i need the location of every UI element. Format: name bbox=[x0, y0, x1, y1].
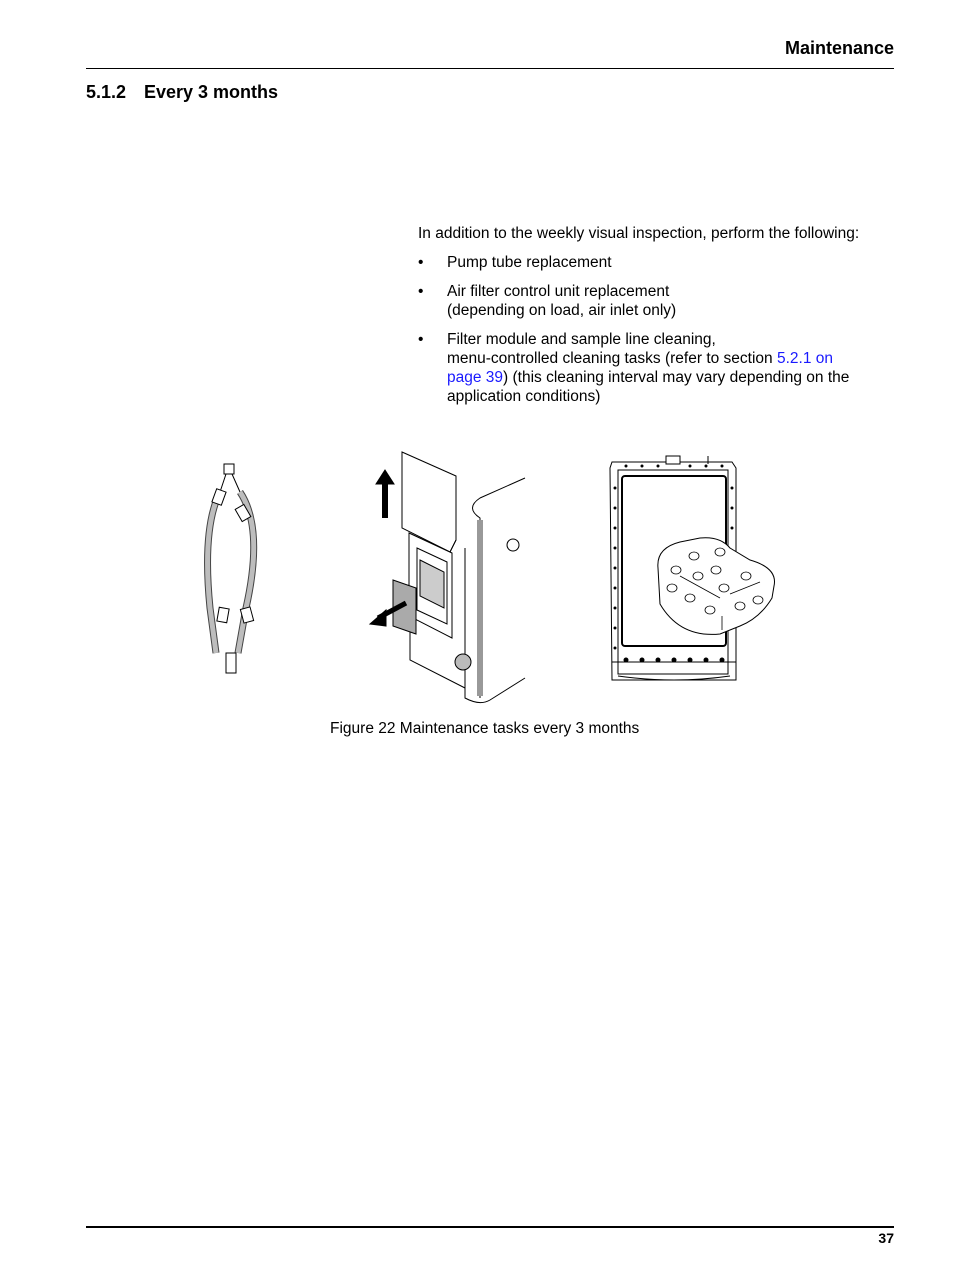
intro-paragraph: In addition to the weekly visual inspection, perform the following: bbox=[418, 225, 860, 242]
bullet-icon: • bbox=[418, 331, 424, 348]
body-text bbox=[418, 224, 898, 416]
page-number: 37 bbox=[878, 1230, 894, 1246]
list-item-subtext: (depending on load, air inlet only) bbox=[447, 302, 677, 319]
page-link[interactable]: page 39 bbox=[447, 369, 504, 386]
bullet-icon: • bbox=[418, 283, 424, 300]
pump-tube-icon bbox=[208, 464, 254, 673]
section-number: 5.1.2 bbox=[86, 82, 127, 102]
figure-caption: Figure 22 Maintenance tasks every 3 months bbox=[330, 720, 640, 737]
list-item bbox=[418, 253, 898, 272]
section-link[interactable]: 5.2.1 on bbox=[776, 350, 833, 367]
list-item-text: Air filter control unit replacement bbox=[447, 283, 670, 300]
list-item-text: Filter module and sample line cleaning, bbox=[447, 331, 716, 348]
air-filter-icon bbox=[370, 452, 525, 703]
section-title: Every 3 months bbox=[144, 82, 279, 102]
list-item-text: Pump tube replacement bbox=[447, 254, 612, 271]
list-item bbox=[418, 282, 898, 320]
maintenance-illustration bbox=[180, 448, 800, 713]
list-item-text-pre: menu-controlled cleaning tasks (refer to section bbox=[447, 350, 777, 367]
list-item-text-post: ) (this cleaning interval may vary depending on the application conditions) bbox=[447, 369, 850, 405]
bullet-icon: • bbox=[418, 254, 424, 271]
list-item bbox=[418, 330, 898, 406]
filter-module-icon bbox=[610, 456, 775, 680]
task-list bbox=[418, 253, 898, 406]
header-rule bbox=[86, 68, 894, 69]
section-heading bbox=[86, 82, 278, 103]
running-header: Maintenance bbox=[784, 38, 894, 58]
footer-rule bbox=[86, 1226, 894, 1228]
